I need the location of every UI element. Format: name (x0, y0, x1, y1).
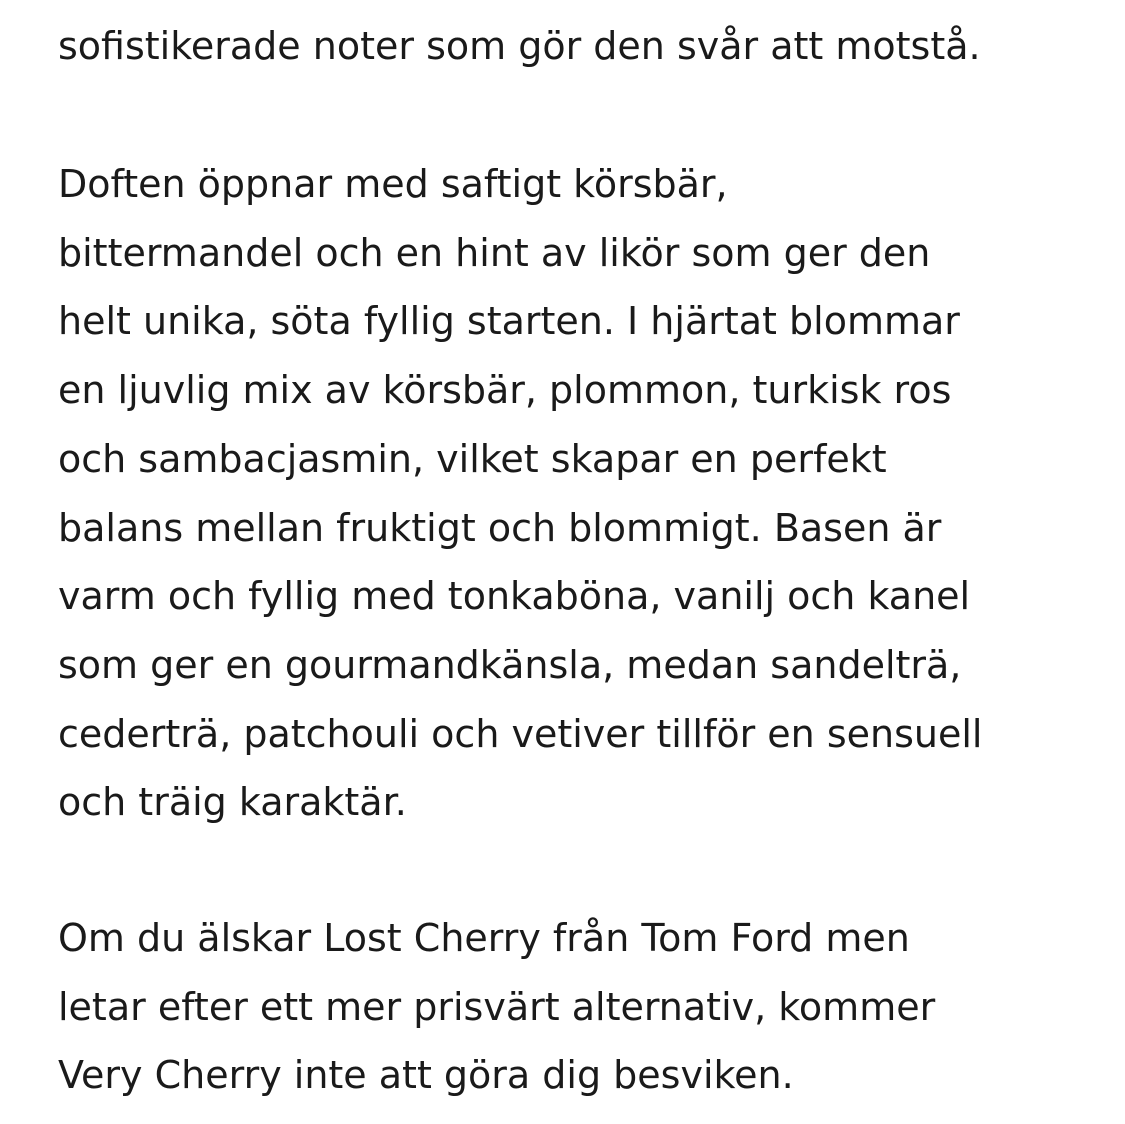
paragraph-scent-notes (58, 150, 982, 837)
text-line: sofistikerade noter som gör den svår att motstå. (58, 24, 981, 68)
text-line: helt unika, söta fyllig starten. I hjärtat blommar (58, 299, 960, 344)
text-line: som ger en gourmandkänsla, medan sandelträ, (58, 642, 962, 687)
text-line: bittermandel och en hint av likör som ger den (58, 230, 931, 275)
text-line: och träig karaktär. (58, 780, 407, 825)
paragraph-intro-end (58, 12, 981, 81)
text-line: balans mellan fruktigt och blommigt. Basen är (58, 505, 942, 550)
paragraph-comparison (58, 904, 935, 1110)
text-line: och sambacjasmin, vilket skapar en perfekt (58, 436, 887, 481)
text-line: varm och fyllig med tonkaböna, vanilj och kanel (58, 574, 971, 619)
text-line: letar efter ett mer prisvärt alternativ, kommer (58, 984, 936, 1029)
text-line: cederträ, patchouli och vetiver tillför en sensuell (58, 711, 983, 756)
text-line: Very Cherry inte att göra dig besviken. (58, 1053, 794, 1098)
text-line: Om du älskar Lost Cherry från Tom Ford men (58, 916, 910, 960)
text-line: en ljuvlig mix av körsbär, plommon, turkisk ros (58, 368, 952, 413)
text-line: Doften öppnar med saftigt körsbär, (58, 162, 728, 206)
